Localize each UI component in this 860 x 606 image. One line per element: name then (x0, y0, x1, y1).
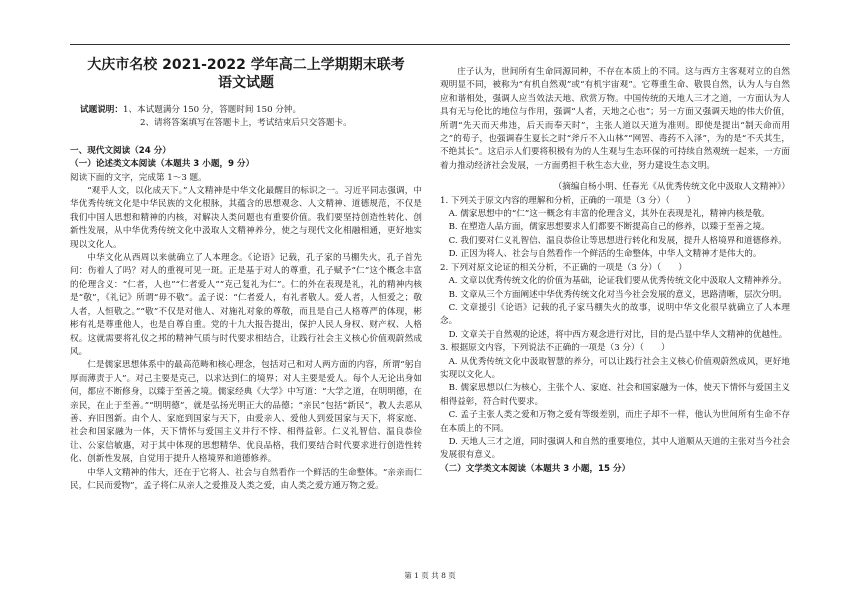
exam-title: 大庆市名校 2021-2022 学年高二上学期期末联考 (87, 57, 405, 73)
passage-paragraph: 仁是儒家思想体系中的最高范畴和核心理念，包括对己和对人两方面的内容，所谓“躬自厚而薄责于人”。对己主要是克己，以求达到仁的境界；对人主要是爱人。每个人无论出身如何，都应不断修身，以臻于至善之境。儒家经典《大学》中写道：“大学之道，在明明德，在亲民，在止于至善。”“明明德”，就是弘扬光明正大的品德；“亲民”包括“新民”，教人去恶从善、弃旧图新。由个人、家庭到国家与天下，由爱亲人、爱他人到爱国家与天下，将家庭、社会和国家融为一体，天下情怀与爱国主义并行不悖、相得益彰。仁义礼智信、温良恭俭让、公家信敏惠，对于其中体现的思想精华、优良品格，我们要结合时代要求进行创造性转化、创新性发展，自觉用于提升人格境界和道德修养。 (70, 360, 422, 465)
passage-paragraph: 中华人文精神的伟大，还在于它将人、社会与自然看作一个鲜活的生命整体。“亲亲而仁民，仁民而爱物”，孟子将仁从亲人之爱推及人类之爱，由人类之爱方通万物之爱。 (70, 467, 422, 491)
question-3-option-b: B. 儒家思想以仁为核心，主张个人、家庭、社会和国家融为一体，使天下情怀与爱国主义相得益彰，符合时代要求。 (440, 383, 790, 407)
left-column (70, 56, 422, 493)
question-1-option-a: A. 儒家思想中的“仁”这一概念有丰富的伦理含义，其外在表现是礼，精神内核是敬。 (448, 209, 770, 220)
question-2-option-b: B. 文章从三个方面阐述中华优秀传统文化对当今社会发展的意义，思路清晰，层次分明。 (448, 289, 787, 300)
passage-paragraph: “观乎人文，以化成天下。”人文精神是中华文化最醒目的标识之一。习近平同志强调，中华优秀传统文化是中华民族的文化根脉，其蕴含的思想观念、人文精神、道德规范，不仅是我们中国人思想和精神的内核，对解决人类问题也有重要价值。我们要坚持创造性转化、创新性发展，从中华优秀传统文化中汲取人文精神养分，使之与现代文化相融相通，更好地实现以文化人。 (70, 186, 422, 250)
question-3-option-d: D. 天地人三才之道，同时强调人和自然的重要地位，其中人道顺从天道的主张对当今社会发展很有意义。 (440, 436, 790, 461)
page-number: 第 1 页 共 8 页 (404, 571, 456, 580)
passage-continuation: 庄子认为，世间所有生命同源同种，不存在本质上的不同。这与西方主客观对立的自然观明显不同，被称为“有机自然观”或“有机宇宙观”。它尊重生命、敬畏自然，认为人与自然应和谐相处，强调人应当效法天地、欣赏万物。中国传统的天地人三才之道，一方面认为人具有无与伦比的地位与作用，强调“人者，天地之心也”；另一方面又强调天地的伟大价值，所谓“先天而天弗违，后天而奉天时”，主张人道以天道为准则。即使是提出“制天命而用之”的荀子，也强调春生夏长之时“斧斤不入山林”“网罟、毒药不入泽”，为的是“不夭其生，不绝其长”。这启示人们要将积极有为的人生观与生态环保的可持续自然观统一起来，一方面着力推动经济社会发展，一方面勇担千秋生态大业，努力建设生态文明。 (440, 67, 790, 171)
question-3-option-a: A. 从优秀传统文化中汲取智慧的养分，可以让践行社会主义核心价值观蔚然成风，更好地实现以文化人。 (440, 356, 790, 380)
subsection-heading: （一）论述类文本阅读（本题共 3 小题，9 分） (70, 159, 255, 170)
question-1-stem: 1. 下列关于原文内容的理解和分析，正确的一项是（3 分）（ ） (440, 195, 696, 206)
question-1-option-c: C. 我们要对仁义礼智信、温良恭俭让等思想进行转化和发展，提升人格境界和道德修养。 (448, 235, 787, 246)
instruction-2: 2、请将答案填写在答题卡上，考试结束后只交答题卡。 (140, 118, 352, 129)
question-1-option-d: D. 正因为将人、社会与自然看作一个鲜活的生命整体，中华人文精神才是伟大的。 (448, 249, 762, 260)
question-3-stem: 3. 根据原文内容，下列说法不正确的一项是（3 分）（ ） (440, 343, 670, 354)
question-2-stem: 2. 下列对原文论证的相关分析，不正确的一项是（3 分）（ ） (440, 262, 687, 273)
instructions-label: 试题说明： (80, 105, 123, 115)
header-rule (70, 44, 790, 45)
exam-instructions (70, 104, 422, 131)
reading-intro: 阅读下面的文字，完成第 1～3 题。 (70, 172, 207, 183)
exam-subtitle: 语文试题 (218, 75, 274, 91)
question-1-option-b: B. 在塑造人品方面，儒家思想要求人们都要不断提高自己的修养，以臻于至善之境。 (448, 222, 770, 233)
passage-paragraph: 中华文化从西周以来就确立了人本理念。《论语》记载，孔子家的马棚失火，孔子首先问：伤着人了吗？对人的重视可见一斑。正是基于对人的尊重，孔子赋予“仁”这个概念丰富的伦理含义：“仁者，人也”“仁者爱人”“克己复礼为仁”。仁的外在表现是礼，礼的精神内核是“敬”，《礼记》所谓“毋不敬”。孟子说：“仁者爱人，有礼者敬人。爱人者，人恒爱之；敬人者，人恒敬之。”“敬”不仅是对他人、对施礼对象的尊敬，而且是自己人格尊严的体现，彬彬有礼是尊重他人，也是自尊自重。党的十九大报告提出，保护人民人身权、财产权、人格权。这就需要将礼仪之邦的精神气质与时代要求相结合，让践行社会主义核心价值观蔚然成风。 (70, 253, 422, 357)
question-2-option-c: C. 文章援引《论语》记载的孔子家马棚失火的故事，说明中华文化很早就确立了人本理念。 (440, 302, 790, 327)
section-heading: 一、现代文阅读（24 分） (70, 145, 171, 156)
right-column (440, 66, 790, 476)
question-3-option-c: C. 孟子主张人类之爱和万物之爱有等级差别，而庄子却不一样，他认为世间所有生命不存在本质上的不同。 (440, 410, 790, 434)
question-2-option-d: D. 文章关于自然观的论述，将中西方观念进行对比，目的是凸显中华人文精神的优越性。 (448, 329, 788, 340)
subsection-heading-2: （二）文学类文本阅读（本题共 3 小题，15 分） (440, 463, 631, 474)
instruction-1: 1、本试题满分 150 分，答题时间 150 分钟。 (122, 105, 302, 115)
passage-source: （摘编自杨小明、任春光《从优秀传统文化中汲取人文精神》） (553, 182, 790, 193)
question-2-option-a: A. 文章以优秀传统文化的价值为基础，论证我们要从优秀传统文化中汲取人文精神养分。 (448, 276, 787, 287)
